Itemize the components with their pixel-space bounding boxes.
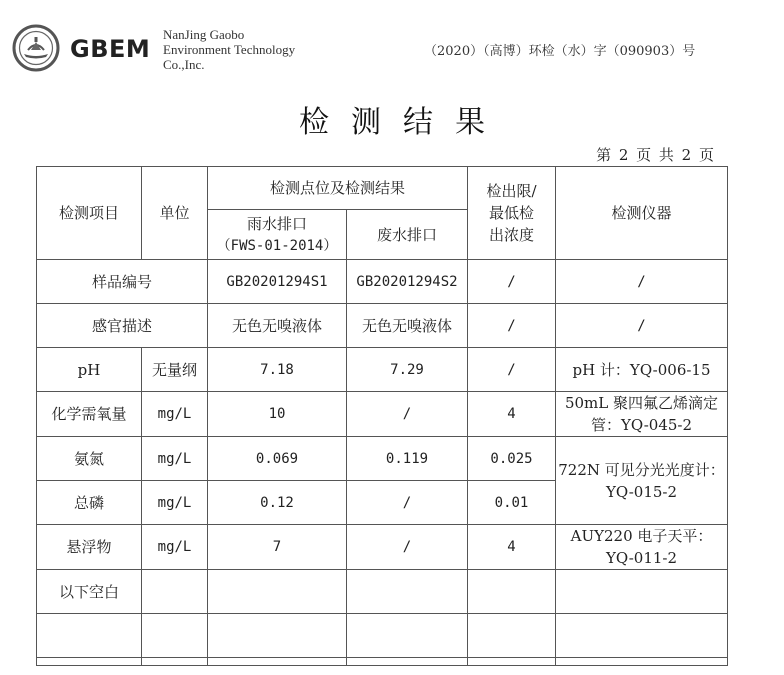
empty-cell bbox=[556, 658, 728, 666]
table-row bbox=[37, 392, 728, 437]
document-number: （2020）（高博）环检（水）字（090903）号 bbox=[424, 44, 696, 59]
row-instrument bbox=[556, 392, 728, 437]
sample-id-point-2: GB20201294S2 bbox=[347, 260, 468, 304]
table-row bbox=[37, 614, 728, 658]
row-limit: / bbox=[468, 348, 556, 392]
table-row-partial bbox=[37, 658, 728, 666]
row-point-2: 7.29 bbox=[347, 348, 468, 392]
row-item: 化学需氧量 bbox=[37, 392, 142, 437]
row-point-2: / bbox=[347, 392, 468, 437]
row-point-1: 7.18 bbox=[208, 348, 347, 392]
table-row bbox=[37, 570, 728, 614]
gbem-seal-logo-icon bbox=[12, 24, 60, 72]
empty-cell bbox=[37, 658, 142, 666]
empty-cell bbox=[468, 614, 556, 658]
instrument-line: 722N 可见分光光度计： bbox=[558, 460, 725, 479]
row-unit: mg/L bbox=[142, 525, 208, 570]
sample-id-limit: / bbox=[468, 260, 556, 304]
empty-cell bbox=[347, 570, 468, 614]
empty-cell bbox=[468, 658, 556, 666]
table-header-row bbox=[37, 167, 728, 210]
instrument-line: AUY220 电子天平： bbox=[570, 527, 713, 545]
table-row bbox=[37, 437, 728, 481]
empty-cell bbox=[208, 570, 347, 614]
row-unit: mg/L bbox=[142, 392, 208, 437]
empty-cell bbox=[142, 658, 208, 666]
row-point-1: 7 bbox=[208, 525, 347, 570]
empty-cell bbox=[347, 614, 468, 658]
header-limit-line: 检出限/ bbox=[486, 182, 537, 200]
table-row bbox=[37, 260, 728, 304]
row-item: pH bbox=[37, 348, 142, 392]
header-point-1-name: 雨水排口 bbox=[246, 214, 307, 233]
row-unit: 无量纲 bbox=[142, 348, 208, 392]
instrument-line: YQ-015-2 bbox=[605, 482, 678, 501]
company-name-line: NanJing Gaobo bbox=[163, 27, 245, 42]
row-instrument bbox=[556, 525, 728, 570]
sensory-instrument: / bbox=[556, 304, 728, 348]
header-limit-line: 出浓度 bbox=[488, 226, 534, 244]
empty-cell bbox=[142, 570, 208, 614]
sensory-limit: / bbox=[468, 304, 556, 348]
empty-cell bbox=[37, 614, 142, 658]
row-item: 氨氮 bbox=[37, 437, 142, 481]
sensory-point-1: 无色无嗅液体 bbox=[208, 304, 347, 348]
blank-marker: 以下空白 bbox=[37, 570, 142, 614]
empty-cell bbox=[347, 658, 468, 666]
brand-name: GBEM bbox=[70, 35, 151, 63]
row-point-1: 0.12 bbox=[208, 481, 347, 525]
row-unit: mg/L bbox=[142, 437, 208, 481]
header-limit-line: 最低检 bbox=[488, 204, 534, 222]
page-title: 检测结果 bbox=[299, 105, 507, 140]
table-row bbox=[37, 348, 728, 392]
header-point-1-code: （FWS-01-2014） bbox=[216, 237, 338, 254]
sample-id-point-1: GB20201294S1 bbox=[208, 260, 347, 304]
instrument-line: YQ-011-2 bbox=[605, 549, 678, 567]
header-points-group: 检测点位及检测结果 bbox=[208, 167, 468, 210]
row-item: 总磷 bbox=[37, 481, 142, 525]
row-point-2: / bbox=[347, 481, 468, 525]
row-item: 悬浮物 bbox=[37, 525, 142, 570]
page-indicator: 第 2 页 共 2 页 bbox=[596, 146, 714, 164]
row-unit: mg/L bbox=[142, 481, 208, 525]
row-point-2: 0.119 bbox=[347, 437, 468, 481]
company-name bbox=[163, 27, 295, 72]
company-name-line: Environment Technology bbox=[163, 42, 296, 57]
empty-cell bbox=[208, 658, 347, 666]
row-limit: 0.01 bbox=[468, 481, 556, 525]
header-detection-limit bbox=[468, 167, 556, 260]
instrument-line: 50mL 聚四氟乙烯滴定 bbox=[564, 394, 719, 412]
row-limit: 4 bbox=[468, 525, 556, 570]
sensory-point-2: 无色无嗅液体 bbox=[347, 304, 468, 348]
header-item: 检测项目 bbox=[37, 167, 142, 260]
empty-cell bbox=[468, 570, 556, 614]
empty-cell bbox=[556, 570, 728, 614]
header-unit: 单位 bbox=[142, 167, 208, 260]
row-instrument bbox=[556, 348, 728, 392]
company-logo bbox=[12, 24, 60, 72]
instrument-line: 管：YQ-045-2 bbox=[590, 416, 693, 434]
company-name-line: Co.,Inc. bbox=[163, 57, 205, 72]
header-point-2: 废水排口 bbox=[347, 210, 468, 260]
instrument-line: pH 计：YQ-006-15 bbox=[572, 360, 711, 379]
sample-id-instrument: / bbox=[556, 260, 728, 304]
sensory-label: 感官描述 bbox=[37, 304, 208, 348]
row-point-2: / bbox=[347, 525, 468, 570]
table-row bbox=[37, 304, 728, 348]
empty-cell bbox=[208, 614, 347, 658]
sample-id-label: 样品编号 bbox=[37, 260, 208, 304]
row-point-1: 10 bbox=[208, 392, 347, 437]
header-instrument: 检测仪器 bbox=[556, 167, 728, 260]
header-point-1 bbox=[208, 210, 347, 260]
empty-cell bbox=[556, 614, 728, 658]
results-table bbox=[36, 166, 728, 666]
row-limit: 0.025 bbox=[468, 437, 556, 481]
table-row bbox=[37, 525, 728, 570]
row-limit: 4 bbox=[468, 392, 556, 437]
empty-cell bbox=[142, 614, 208, 658]
row-point-1: 0.069 bbox=[208, 437, 347, 481]
row-instrument bbox=[556, 437, 728, 525]
